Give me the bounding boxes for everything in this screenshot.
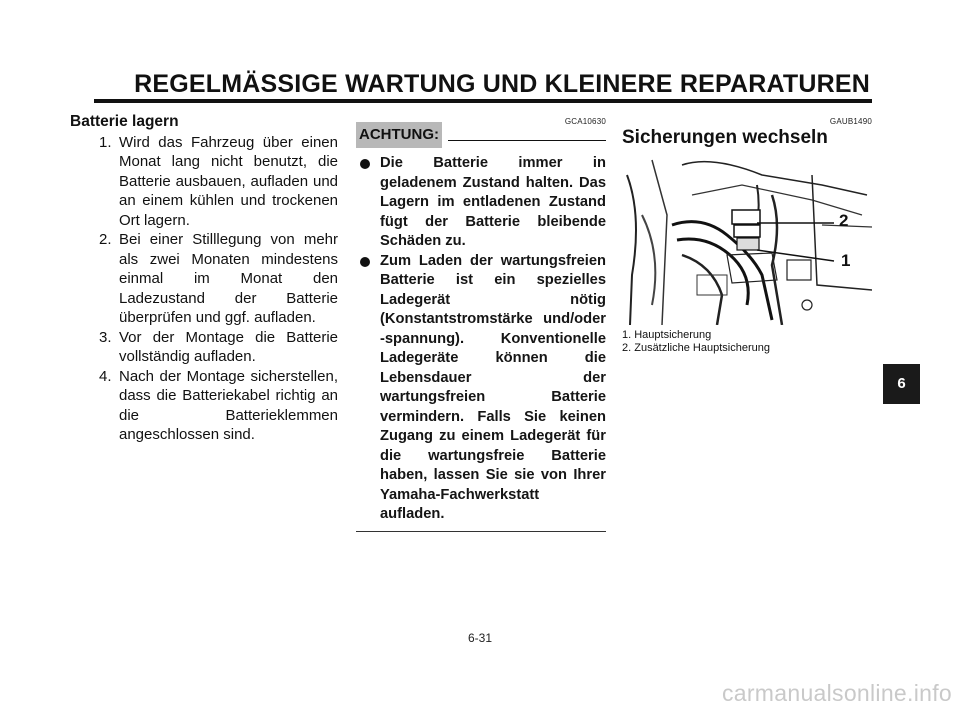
storage-steps — [70, 133, 338, 445]
notice-text: Zum Laden der wartungsfreien Batterie ist ein spezielles Ladegerät nötig (Konstantstromstärke und/oder -spannung). Konventionelle Ladegeräte können die Lebensdauer der wartungsfreien Batterie vermindern. Falls Sie keinen Zugang zu einem Ladegerät für die wartungsfreie Batterie haben, lassen Sie sie von Ihrer Yamaha-Fachwerkstatt aufladen. — [380, 252, 606, 522]
page-number: 6-31 — [467, 631, 493, 645]
step-text: Bei einer Stilllegung von mehr als zwei Monaten mindestens einmal im Monat den Ladezustand der Batterie überprüfen und ggf. aufladen. — [119, 231, 338, 326]
list-item — [70, 367, 338, 445]
notice-list — [356, 154, 606, 525]
notice-rule — [448, 140, 606, 141]
page-header-title: REGELMÄSSIGE WARTUNG UND KLEINERE REPARATUREN — [134, 70, 870, 98]
notice-end-rule — [356, 531, 606, 532]
step-text: Nach der Montage sicherstellen, dass die Batteriekabel richtig an die Batterieklemmen angeschlossen sind. — [119, 367, 338, 443]
step-number: 4. — [99, 367, 112, 385]
storage-section — [70, 112, 338, 445]
caption-main-fuse: 1. Hauptsicherung — [622, 329, 712, 341]
photo-captions — [622, 329, 872, 354]
bullet-icon — [360, 257, 370, 267]
watermark: carmanualsonline.info — [721, 680, 952, 706]
bullet-icon — [360, 159, 370, 169]
step-number: 2. — [99, 231, 112, 248]
notice-section — [356, 112, 606, 532]
fuse-box-photo — [622, 155, 872, 325]
chapter-tab: 6 — [883, 364, 920, 404]
header-rule — [94, 99, 872, 103]
list-item — [70, 133, 338, 231]
notice-label: ACHTUNG: — [356, 122, 442, 148]
step-number: 1. — [99, 133, 112, 151]
step-text: Wird das Fahrzeug über einen Monat lang nicht benutzt, die Batterie ausbauen, aufladen und an einem kühlen und trockenen Ort lagern. — [119, 133, 338, 229]
fuses-code: GAUB1490 — [829, 117, 872, 126]
list-item — [356, 252, 606, 525]
fuses-section — [622, 112, 872, 354]
fuse-box-illustration — [622, 155, 872, 325]
list-item — [70, 328, 338, 367]
list-item — [356, 154, 606, 252]
callout-2: 2 — [839, 211, 849, 230]
notice-header — [356, 122, 606, 148]
step-number: 3. — [99, 328, 112, 346]
list-item — [70, 230, 338, 328]
notice-text: Die Batterie immer in geladenem Zustand halten. Das Lagern im entladenen Zustand fügt der Batterie bleibende Schäden zu. — [380, 155, 606, 249]
caption-spare-main-fuse: 2. Zusätzliche Hauptsicherung — [622, 341, 770, 354]
storage-heading: Batterie lagern — [70, 113, 179, 130]
callout-1: 1 — [841, 251, 851, 270]
step-text: Vor der Montage die Batterie vollständig aufladen. — [119, 328, 338, 365]
fuses-title: Sicherungen wechseln — [622, 127, 828, 148]
notice-code: GCA10630 — [564, 117, 606, 126]
